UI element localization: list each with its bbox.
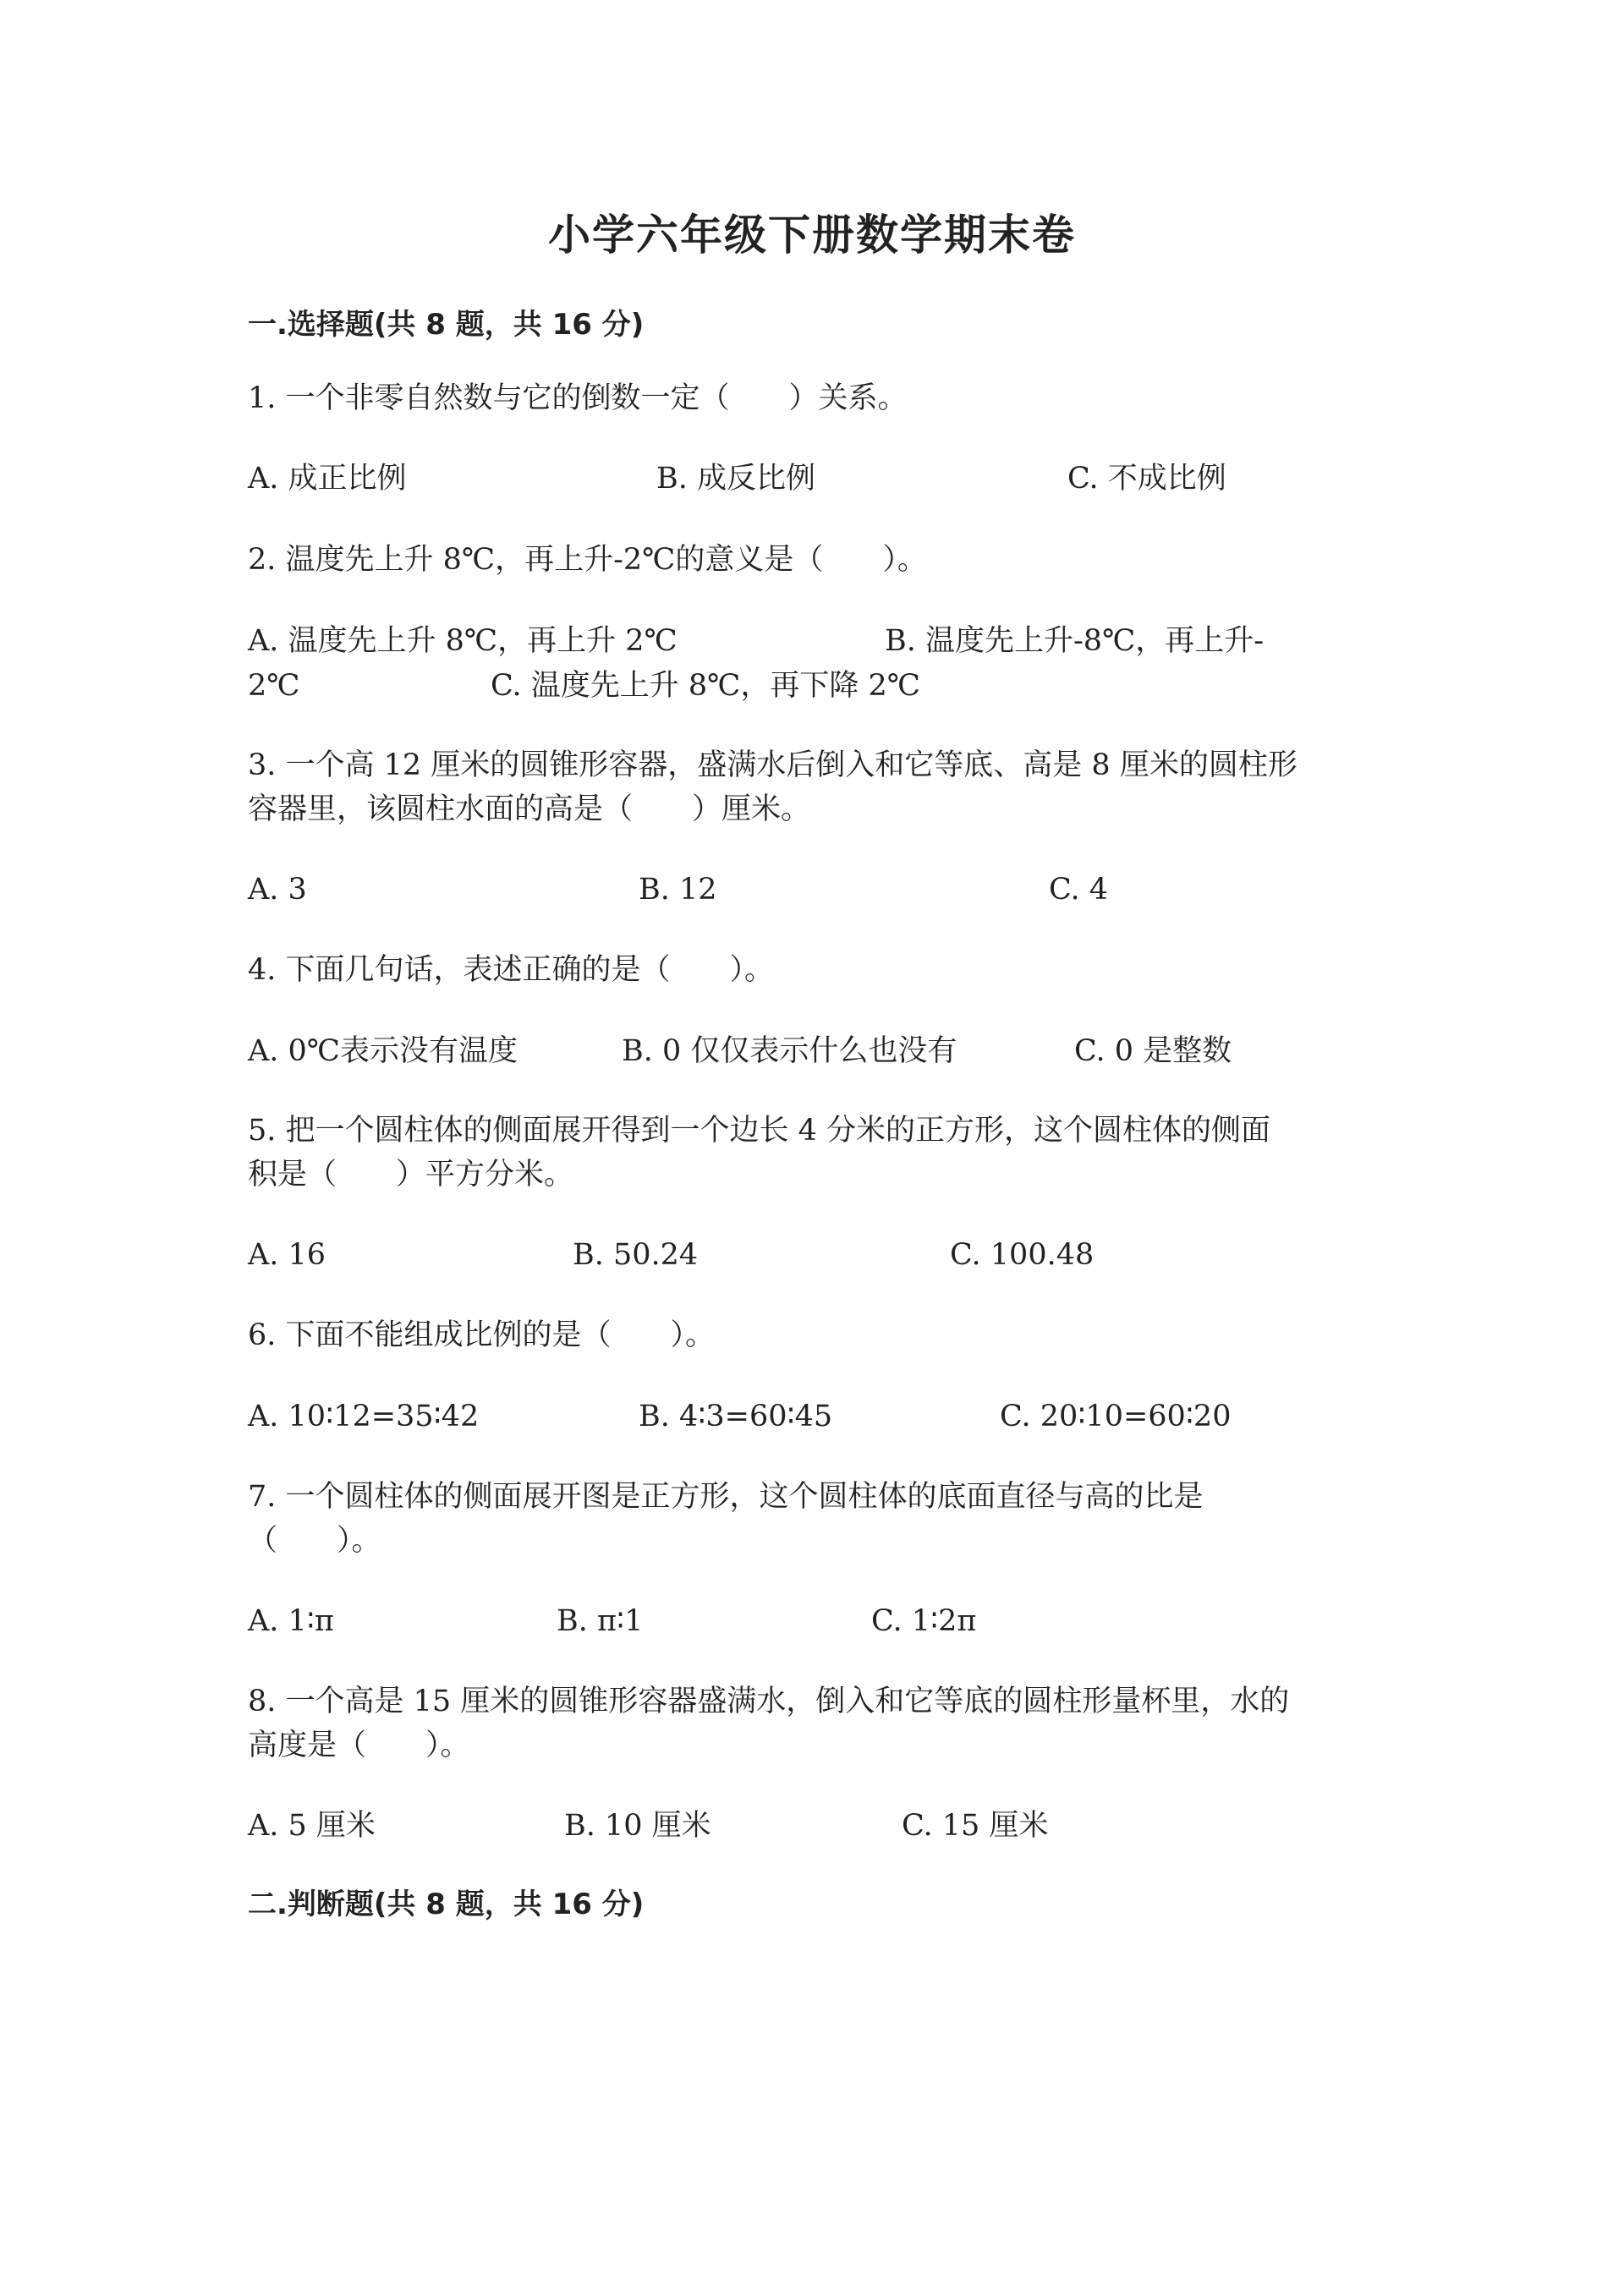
question-4-option-b: B. 0 仅仅表示什么也没有: [622, 1034, 957, 1068]
question-4-stem: 4. 下面几句话，表述正确的是（ ）。: [248, 953, 775, 987]
question-4-option-c: C. 0 是整数: [1074, 1034, 1232, 1068]
question-1-option-b: B. 成反比例: [656, 462, 815, 496]
question-8-option-c: C. 15 厘米: [902, 1809, 1049, 1843]
question-8-stem-line-1: 8. 一个高是 15 厘米的圆锥形容器盛满水，倒入和它等底的圆柱形量杯里，水的: [248, 1685, 1290, 1718]
question-8-stem-line-2: 高度是（ ）。: [248, 1729, 470, 1762]
question-6-option-a: A. 10∶12=35∶42: [248, 1400, 480, 1433]
question-7-option-c: C. 1∶2π: [871, 1604, 977, 1638]
question-7-option-b: B. π∶1: [557, 1604, 644, 1638]
question-3-option-a: A. 3: [248, 873, 307, 907]
question-3-stem-line-2: 容器里，该圆柱水面的高是（ ）厘米。: [248, 792, 811, 826]
question-1-option-a: A. 成正比例: [248, 462, 407, 496]
question-8-option-b: B. 10 厘米: [564, 1809, 711, 1843]
question-6-stem: 6. 下面不能组成比例的是（ ）。: [248, 1318, 716, 1352]
question-8-option-a: A. 5 厘米: [248, 1809, 376, 1843]
section-heading-choice: 一.选择题(共 8 题，共 16 分): [248, 308, 645, 342]
question-6-option-c: C. 20∶10=60∶20: [1000, 1400, 1232, 1433]
question-5-option-b: B. 50.24: [573, 1238, 699, 1272]
question-3-option-b: B. 12: [639, 873, 717, 907]
question-1-stem: 1. 一个非零自然数与它的倒数一定（ ）关系。: [248, 381, 908, 415]
question-5-stem-line-2: 积是（ ）平方分米。: [248, 1158, 574, 1192]
question-2-option-b: B. 温度先上升-8℃，再上升-: [885, 624, 1265, 658]
question-1-option-c: C. 不成比例: [1067, 462, 1226, 496]
question-5-option-a: A. 16: [248, 1238, 326, 1272]
page-title: 小学六年级下册数学期末卷: [548, 211, 1076, 260]
question-7-stem-line-1: 7. 一个圆柱体的侧面展开图是正方形，这个圆柱体的底面直径与高的比是: [248, 1480, 1204, 1514]
question-3-option-c: C. 4: [1049, 873, 1109, 907]
question-2-option-b-wrap: 2℃: [248, 669, 300, 703]
question-2-stem: 2. 温度先上升 8℃，再上升-2℃的意义是（ ）。: [248, 543, 927, 577]
question-3-stem-line-1: 3. 一个高 12 厘米的圆锥形容器，盛满水后倒入和它等底、高是 8 厘米的圆柱形: [248, 748, 1298, 782]
question-7-option-a: A. 1∶π: [248, 1604, 334, 1638]
question-5-option-c: C. 100.48: [950, 1238, 1095, 1272]
section-heading-judgement: 二.判断题(共 8 题，共 16 分): [248, 1888, 645, 1921]
question-7-stem-line-2: （ ）。: [248, 1524, 381, 1558]
question-5-stem-line-1: 5. 把一个圆柱体的侧面展开得到一个边长 4 分米的正方形，这个圆柱体的侧面: [248, 1114, 1271, 1148]
question-4-option-a: A. 0℃表示没有温度: [248, 1034, 518, 1068]
question-6-option-b: B. 4∶3=60∶45: [639, 1400, 833, 1433]
question-2-option-c: C. 温度先上升 8℃，再下降 2℃: [491, 669, 920, 703]
question-2-option-a: A. 温度先上升 8℃，再上升 2℃: [248, 624, 678, 658]
